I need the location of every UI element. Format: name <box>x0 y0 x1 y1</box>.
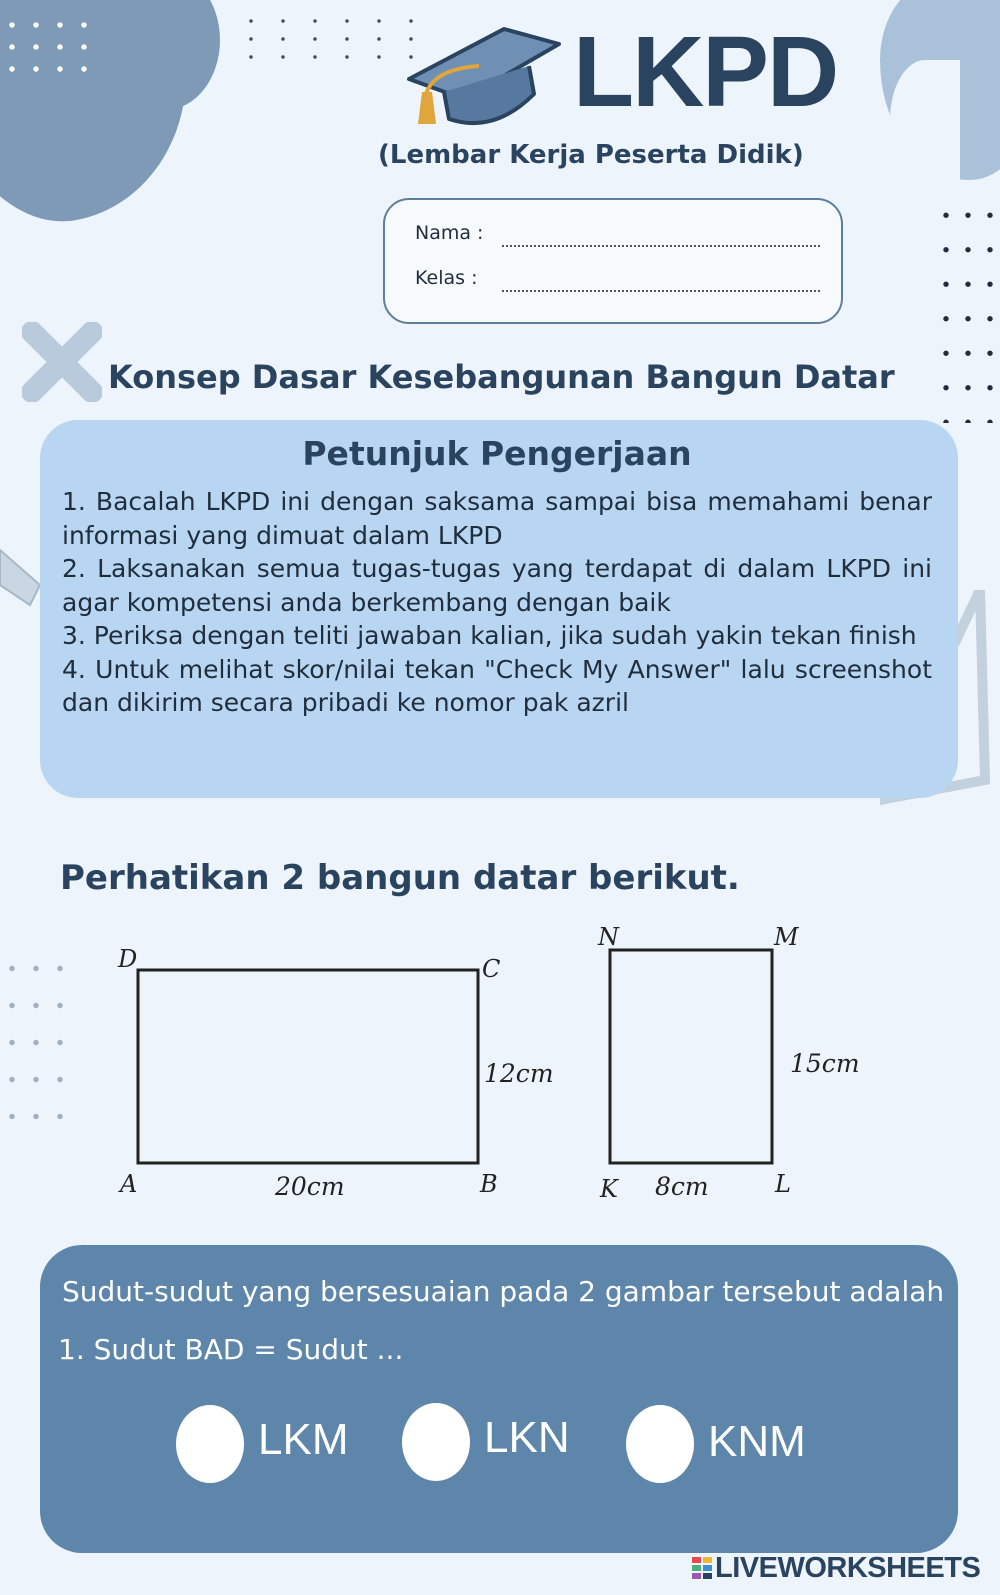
side-length-label: 8cm <box>655 1172 709 1201</box>
vertex-label-l: L <box>775 1170 791 1198</box>
name-field[interactable] <box>502 245 820 247</box>
x-mark-icon <box>22 322 102 402</box>
option-label-lkn: LKN <box>484 1413 570 1462</box>
class-label: Kelas : <box>415 267 478 289</box>
question-text: 1. Sudut BAD = Sudut ... <box>58 1333 404 1366</box>
graduation-cap-icon <box>404 24 564 139</box>
brand-footer <box>692 1552 980 1585</box>
side-length-label: 20cm <box>275 1172 345 1201</box>
class-field[interactable] <box>502 290 820 292</box>
instructions-panel <box>40 420 958 798</box>
page-title: LKPD <box>573 16 838 128</box>
vertex-label-d: D <box>118 945 138 973</box>
question-panel <box>40 1245 958 1553</box>
instruction-item: 2. Laksanakan semua tugas-tugas yang terdapat di dalam LKPD ini agar kompetensi anda berkembang dengan baik <box>62 554 932 617</box>
side-length-label: 15cm <box>790 1049 860 1078</box>
rectangle-abcd <box>138 970 478 1163</box>
instruction-item: 1. Bacalah LKPD ini dengan saksama sampai bisa memahami benar informasi yang dimuat dalam LKPD <box>62 487 932 550</box>
instruction-item: 4. Untuk melihat skor/nilai tekan "Check My Answer" lalu screenshot dan dikirim secara pribadi ke nomor pak azril <box>62 654 932 717</box>
student-info-box <box>383 198 843 324</box>
liveworksheets-logo-icon <box>692 1557 712 1579</box>
geometry-figures <box>110 915 880 1215</box>
topic-heading: Konsep Dasar Kesebangunan Bangun Datar <box>108 358 895 396</box>
instructions-title: Petunjuk Pengerjaan <box>302 434 692 473</box>
decorative-dots <box>0 950 70 1120</box>
decorative-dots <box>0 14 90 84</box>
option-label-knm: KNM <box>708 1417 806 1466</box>
vertex-label-m: M <box>774 923 799 951</box>
option-radio-lkn[interactable] <box>402 1403 470 1481</box>
rectangle-klmn <box>610 950 772 1163</box>
name-label: Nama : <box>415 222 484 244</box>
vertex-label-n: N <box>598 923 619 951</box>
page-subtitle: (Lembar Kerja Peserta Didik) <box>378 140 804 170</box>
side-length-label: 12cm <box>484 1059 554 1088</box>
option-label-lkm: LKM <box>258 1415 349 1464</box>
instruction-item: 3. Periksa dengan teliti jawaban kalian, jika sudah yakin tekan finish <box>62 621 917 650</box>
vertex-label-c: C <box>482 955 501 983</box>
option-radio-knm[interactable] <box>626 1405 694 1483</box>
option-radio-lkm[interactable] <box>176 1405 244 1483</box>
decorative-dots <box>935 198 995 423</box>
figure-intro: Perhatikan 2 bangun datar berikut. <box>60 858 740 898</box>
vertex-label-a: A <box>120 1170 138 1198</box>
brand-name: LIVEWORKSHEETS <box>715 1552 981 1584</box>
question-prompt: Sudut-sudut yang bersesuaian pada 2 gambar tersebut adalah <box>62 1275 945 1308</box>
vertex-label-b: B <box>480 1170 498 1198</box>
vertex-label-k: K <box>600 1175 618 1203</box>
decorative-blob-cut <box>890 60 960 180</box>
